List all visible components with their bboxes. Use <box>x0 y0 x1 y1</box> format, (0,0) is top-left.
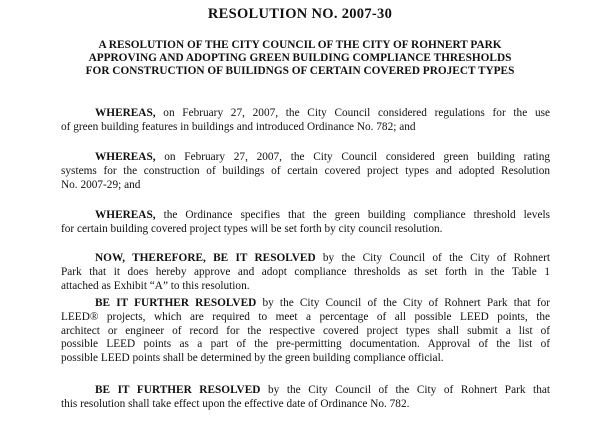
paragraph-lead: BE IT FURTHER RESOLVED <box>95 297 257 309</box>
paragraph-lead: WHEREAS, <box>95 209 156 221</box>
resolution-title: RESOLUTION NO. 2007-30 <box>207 6 393 22</box>
paragraph-text: by the City Council of the City of Rohnert Park that <box>260 384 550 396</box>
resolved-paragraph <box>61 252 550 293</box>
paragraph-line: of green building features in buildings and introduced Ordinance No. 782; and <box>61 120 416 133</box>
further-resolved-paragraph-2 <box>61 384 550 412</box>
subtitle-line: A RESOLUTION OF THE CITY COUNCIL OF THE CITY OF ROHNERT PARK <box>98 39 502 51</box>
paragraph-text: by the City Council of the City of Rohnert <box>315 252 550 264</box>
paragraph-line <box>61 107 550 121</box>
whereas-paragraph-3 <box>61 209 550 237</box>
paragraph-line <box>61 384 550 398</box>
paragraph-line: LEED® projects, which are required to meet a percentage of all possible LEED points, the <box>61 310 550 323</box>
whereas-paragraph-2 <box>61 151 550 192</box>
paragraph-line <box>61 252 550 266</box>
resolution-subtitle <box>40 39 560 78</box>
paragraph-line: No. 2007-29; and <box>61 178 141 191</box>
paragraph-line: attached as Exhibit “A” to this resolution. <box>61 279 250 292</box>
subtitle-line: FOR CONSTRUCTION OF BUILIDNGS OF CERTAIN COVERED PROJECT TYPES <box>85 65 515 77</box>
paragraph-line: possible LEED points shall be determined by the green building compliance official. <box>61 352 444 365</box>
paragraph-line: for certain building covered project types will be set forth by city council resolution. <box>61 222 443 235</box>
paragraph-lead: BE IT FURTHER RESOLVED <box>95 384 261 396</box>
further-resolved-paragraph-1 <box>61 297 550 366</box>
paragraph-lead: WHEREAS, <box>95 107 156 119</box>
paragraph-lead: WHEREAS, <box>95 151 156 163</box>
subtitle-line: APPROVING AND ADOPTING GREEN BUILDING COMPLIANCE THRESHOLDS <box>88 52 512 64</box>
paragraph-line <box>61 209 550 223</box>
whereas-paragraph-1 <box>61 107 550 135</box>
paragraph-line: systems for the construction of buildings of certain covered project types and adopted Resolution <box>61 164 550 177</box>
paragraph-text: on February 27, 2007, the City Council considered green building rating <box>155 151 550 163</box>
paragraph-line: Park that it does hereby approve and adopt compliance thresholds as set forth in the Table 1 <box>61 265 550 278</box>
paragraph-text: by the City Council of the City of Rohnert Park that for <box>256 297 550 309</box>
paragraph-text: the Ordinance specifies that the green building compliance threshold levels <box>155 209 550 221</box>
paragraph-line <box>61 151 550 165</box>
paragraph-line: this resolution shall take effect upon the effective date of Ordinance No. 782. <box>61 397 410 410</box>
paragraph-text: on February 27, 2007, the City Council considered regulations for the use <box>155 107 550 119</box>
paragraph-line: architect or engineer of record for the respective covered project types shall submit a list of <box>61 324 550 337</box>
paragraph-line: possible LEED points as a part of the pre-permitting documentation. Approval of the list of <box>61 338 550 351</box>
paragraph-line <box>61 297 550 311</box>
paragraph-lead: NOW, THEREFORE, BE IT RESOLVED <box>95 252 316 264</box>
